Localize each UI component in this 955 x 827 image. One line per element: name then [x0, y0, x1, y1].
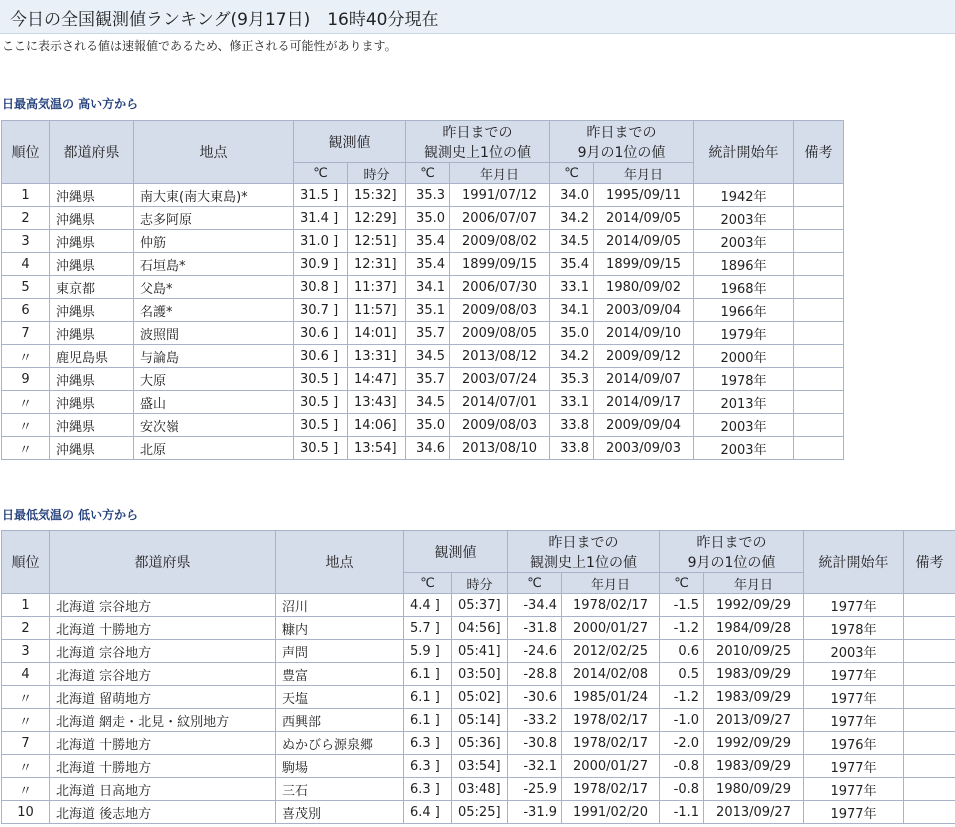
pref-cell: 沖縄県: [50, 253, 134, 276]
obs-time-cell: 03:50]: [452, 663, 508, 686]
col-sept-date-header: 年月日: [594, 163, 694, 184]
remarks-cell: [904, 778, 955, 801]
sept-date-cell: 1984/09/28: [704, 617, 804, 640]
table-row: [2, 414, 844, 437]
col-sept-date-header: 年月日: [704, 573, 804, 594]
table-row: [2, 437, 844, 460]
remarks-cell: [794, 207, 844, 230]
start-year-cell: 2003年: [694, 437, 794, 460]
pref-cell: 沖縄県: [50, 184, 134, 207]
table-row: [2, 184, 844, 207]
start-year-cell: 1896年: [694, 253, 794, 276]
table-row: [2, 207, 844, 230]
obs-value-cell: 6.3 ]: [404, 778, 452, 801]
record-value-cell: 35.1: [406, 299, 450, 322]
col-place-header: 地点: [134, 121, 294, 184]
record-value-cell: -25.9: [508, 778, 562, 801]
start-year-cell: 2003年: [694, 230, 794, 253]
rank-cell: 7: [2, 732, 50, 755]
sept-date-cell: 2009/09/04: [594, 414, 694, 437]
obs-time-cell: 05:14]: [452, 709, 508, 732]
low-section-heading: 日最低気温の 低い方から: [2, 508, 139, 522]
obs-value-cell: 31.5 ]: [294, 184, 348, 207]
high-temp-table: [1, 120, 844, 460]
record-value-cell: 35.4: [406, 253, 450, 276]
obs-time-cell: 05:36]: [452, 732, 508, 755]
record-date-cell: 1978/02/17: [562, 778, 660, 801]
obs-time-cell: 12:29]: [348, 207, 406, 230]
record-value-cell: 34.5: [406, 345, 450, 368]
record-date-cell: 2013/08/12: [450, 345, 550, 368]
obs-value-cell: 30.6 ]: [294, 345, 348, 368]
sept-date-cell: 1983/09/29: [704, 755, 804, 778]
record-value-cell: -34.4: [508, 594, 562, 617]
obs-time-cell: 13:31]: [348, 345, 406, 368]
page-title: 今日の全国観測値ランキング(9月17日) 16時40分現在: [10, 10, 439, 30]
pref-cell: 沖縄県: [50, 414, 134, 437]
record-date-cell: 1978/02/17: [562, 709, 660, 732]
place-cell: 糠内: [276, 617, 404, 640]
rank-cell: 〃: [2, 391, 50, 414]
record-value-cell: 35.3: [406, 184, 450, 207]
record-date-cell: 2006/07/30: [450, 276, 550, 299]
record-value-cell: 35.0: [406, 207, 450, 230]
place-cell: 駒場: [276, 755, 404, 778]
col-record-date-header: 年月日: [450, 163, 550, 184]
record-value-cell: -30.6: [508, 686, 562, 709]
remarks-cell: [904, 755, 955, 778]
remarks-cell: [904, 617, 955, 640]
sept-value-cell: 33.8: [550, 437, 594, 460]
pref-cell: 沖縄県: [50, 230, 134, 253]
remarks-cell: [904, 594, 955, 617]
sept-date-cell: 1992/09/29: [704, 732, 804, 755]
obs-time-cell: 12:51]: [348, 230, 406, 253]
obs-time-cell: 14:47]: [348, 368, 406, 391]
col-pref-header: 都道府県: [50, 531, 276, 594]
sept-date-cell: 1983/09/29: [704, 686, 804, 709]
col-rank-header: 順位: [2, 531, 50, 594]
table-row: [2, 663, 955, 686]
record-value-cell: 35.7: [406, 368, 450, 391]
place-cell: 西興部: [276, 709, 404, 732]
sept-date-cell: 2014/09/05: [594, 230, 694, 253]
start-year-cell: 1977年: [804, 801, 904, 824]
place-cell: 沼川: [276, 594, 404, 617]
obs-value-cell: 5.7 ]: [404, 617, 452, 640]
record-date-cell: 2013/08/10: [450, 437, 550, 460]
place-cell: 盛山: [134, 391, 294, 414]
pref-cell: 沖縄県: [50, 322, 134, 345]
start-year-cell: 1977年: [804, 594, 904, 617]
sept-value-cell: -1.2: [660, 686, 704, 709]
rank-cell: 10: [2, 801, 50, 824]
obs-value-cell: 30.5 ]: [294, 414, 348, 437]
record-value-cell: 35.7: [406, 322, 450, 345]
obs-time-cell: 11:57]: [348, 299, 406, 322]
obs-time-cell: 03:54]: [452, 755, 508, 778]
table-row: [2, 778, 955, 801]
pref-cell: 沖縄県: [50, 391, 134, 414]
place-cell: 石垣島*: [134, 253, 294, 276]
sept-value-cell: 35.3: [550, 368, 594, 391]
start-year-cell: 1977年: [804, 755, 904, 778]
obs-time-cell: 14:01]: [348, 322, 406, 345]
table-row: [2, 594, 955, 617]
record-value-cell: 34.5: [406, 391, 450, 414]
rank-cell: 9: [2, 368, 50, 391]
record-date-cell: 2009/08/05: [450, 322, 550, 345]
sept-date-cell: 2013/09/27: [704, 801, 804, 824]
sept-date-cell: 2014/09/05: [594, 207, 694, 230]
rank-cell: 〃: [2, 778, 50, 801]
table-row: [2, 617, 955, 640]
start-year-cell: 1968年: [694, 276, 794, 299]
record-date-cell: 2014/07/01: [450, 391, 550, 414]
record-date-cell: 2000/01/27: [562, 617, 660, 640]
start-year-cell: 1978年: [804, 617, 904, 640]
remarks-cell: [794, 322, 844, 345]
start-year-cell: 2013年: [694, 391, 794, 414]
sept-value-cell: 33.1: [550, 276, 594, 299]
sept-date-cell: 1980/09/02: [594, 276, 694, 299]
sept-value-cell: 34.2: [550, 207, 594, 230]
rank-cell: 3: [2, 230, 50, 253]
remarks-cell: [794, 368, 844, 391]
sept-value-cell: -1.5: [660, 594, 704, 617]
record-date-cell: 1899/09/15: [450, 253, 550, 276]
record-date-cell: 2003/07/24: [450, 368, 550, 391]
remarks-cell: [904, 709, 955, 732]
col-record-deg-header: ℃: [508, 573, 562, 594]
sept-date-cell: 1980/09/29: [704, 778, 804, 801]
rank-cell: 3: [2, 640, 50, 663]
high-section-heading: 日最高気温の 高い方から: [2, 97, 139, 111]
pref-cell: 北海道 十勝地方: [50, 617, 276, 640]
record-value-cell: 34.6: [406, 437, 450, 460]
obs-time-cell: 11:37]: [348, 276, 406, 299]
record-value-cell: 35.4: [406, 230, 450, 253]
table-row: [2, 230, 844, 253]
record-date-cell: 1991/02/20: [562, 801, 660, 824]
rank-cell: 2: [2, 617, 50, 640]
obs-time-cell: 13:54]: [348, 437, 406, 460]
table-row: [2, 732, 955, 755]
record-date-cell: 2009/08/02: [450, 230, 550, 253]
obs-value-cell: 31.0 ]: [294, 230, 348, 253]
col-start-header: 統計開始年: [694, 121, 794, 184]
sept-date-cell: 2009/09/12: [594, 345, 694, 368]
col-obs-time-header: 時分: [452, 573, 508, 594]
obs-time-cell: 13:43]: [348, 391, 406, 414]
start-year-cell: 1977年: [804, 709, 904, 732]
title-bar: [0, 0, 955, 34]
place-cell: 喜茂別: [276, 801, 404, 824]
place-cell: ぬかびら源泉郷: [276, 732, 404, 755]
sept-value-cell: 34.1: [550, 299, 594, 322]
col-sept-header: 昨日までの 9月の1位の値: [660, 531, 804, 573]
record-date-cell: 2000/01/27: [562, 755, 660, 778]
record-date-cell: 1991/07/12: [450, 184, 550, 207]
pref-cell: 沖縄県: [50, 299, 134, 322]
obs-value-cell: 6.4 ]: [404, 801, 452, 824]
obs-value-cell: 4.4 ]: [404, 594, 452, 617]
remarks-cell: [904, 640, 955, 663]
obs-value-cell: 6.3 ]: [404, 732, 452, 755]
place-cell: 大原: [134, 368, 294, 391]
table-row: [2, 755, 955, 778]
pref-cell: 北海道 網走・北見・紋別地方: [50, 709, 276, 732]
obs-value-cell: 6.1 ]: [404, 663, 452, 686]
col-start-header: 統計開始年: [804, 531, 904, 594]
obs-time-cell: 14:06]: [348, 414, 406, 437]
col-sept-deg-header: ℃: [660, 573, 704, 594]
pref-cell: 北海道 宗谷地方: [50, 594, 276, 617]
sept-date-cell: 2003/09/04: [594, 299, 694, 322]
start-year-cell: 1976年: [804, 732, 904, 755]
sept-date-cell: 2014/09/10: [594, 322, 694, 345]
record-value-cell: -30.8: [508, 732, 562, 755]
place-cell: 三石: [276, 778, 404, 801]
col-record-header: 昨日までの 観測史上1位の値: [406, 121, 550, 163]
pref-cell: 北海道 日高地方: [50, 778, 276, 801]
col-remarks-header: 備考: [794, 121, 844, 184]
obs-time-cell: 05:02]: [452, 686, 508, 709]
remarks-cell: [794, 345, 844, 368]
sept-value-cell: -1.0: [660, 709, 704, 732]
sept-date-cell: 2003/09/03: [594, 437, 694, 460]
rank-cell: 6: [2, 299, 50, 322]
start-year-cell: 1966年: [694, 299, 794, 322]
rank-cell: 〃: [2, 414, 50, 437]
col-sept-header: 昨日までの 9月の1位の値: [550, 121, 694, 163]
obs-value-cell: 6.1 ]: [404, 686, 452, 709]
rank-cell: 〃: [2, 345, 50, 368]
remarks-cell: [794, 276, 844, 299]
pref-cell: 北海道 宗谷地方: [50, 663, 276, 686]
table-row: [2, 299, 844, 322]
table-row: [2, 709, 955, 732]
sept-value-cell: 35.0: [550, 322, 594, 345]
remarks-cell: [904, 663, 955, 686]
record-value-cell: 34.1: [406, 276, 450, 299]
place-cell: 声問: [276, 640, 404, 663]
record-value-cell: 35.0: [406, 414, 450, 437]
place-cell: 豊富: [276, 663, 404, 686]
pref-cell: 東京都: [50, 276, 134, 299]
sept-value-cell: 35.4: [550, 253, 594, 276]
obs-time-cell: 04:56]: [452, 617, 508, 640]
record-value-cell: -24.6: [508, 640, 562, 663]
start-year-cell: 2003年: [694, 414, 794, 437]
start-year-cell: 1977年: [804, 663, 904, 686]
remarks-cell: [794, 414, 844, 437]
place-cell: 天塩: [276, 686, 404, 709]
col-record-header: 昨日までの 観測史上1位の値: [508, 531, 660, 573]
remarks-cell: [794, 253, 844, 276]
obs-value-cell: 30.6 ]: [294, 322, 348, 345]
record-value-cell: -33.2: [508, 709, 562, 732]
remarks-cell: [904, 686, 955, 709]
obs-value-cell: 30.8 ]: [294, 276, 348, 299]
col-pref-header: 都道府県: [50, 121, 134, 184]
record-value-cell: -32.1: [508, 755, 562, 778]
col-record-date-header: 年月日: [562, 573, 660, 594]
table-row: [2, 345, 844, 368]
record-date-cell: 2009/08/03: [450, 414, 550, 437]
pref-cell: 鹿児島県: [50, 345, 134, 368]
sept-date-cell: 1983/09/29: [704, 663, 804, 686]
table-row: [2, 253, 844, 276]
rank-cell: 〃: [2, 437, 50, 460]
sept-date-cell: 1992/09/29: [704, 594, 804, 617]
record-date-cell: 2012/02/25: [562, 640, 660, 663]
rank-cell: 〃: [2, 755, 50, 778]
record-date-cell: 1985/01/24: [562, 686, 660, 709]
start-year-cell: 1979年: [694, 322, 794, 345]
sept-value-cell: -0.8: [660, 755, 704, 778]
place-cell: 名護*: [134, 299, 294, 322]
record-date-cell: 2006/07/07: [450, 207, 550, 230]
col-obs-header: 観測値: [404, 531, 508, 573]
obs-time-cell: 12:31]: [348, 253, 406, 276]
obs-time-cell: 05:37]: [452, 594, 508, 617]
provisional-note: ここに表示される値は速報値であるため、修正される可能性があります。: [2, 39, 397, 53]
table-row: [2, 801, 955, 824]
record-date-cell: 1978/02/17: [562, 594, 660, 617]
sept-value-cell: 34.5: [550, 230, 594, 253]
sept-value-cell: 34.0: [550, 184, 594, 207]
pref-cell: 北海道 十勝地方: [50, 732, 276, 755]
start-year-cell: 1977年: [804, 686, 904, 709]
place-cell: 与論島: [134, 345, 294, 368]
col-record-deg-header: ℃: [406, 163, 450, 184]
obs-value-cell: 30.5 ]: [294, 391, 348, 414]
place-cell: 仲筋: [134, 230, 294, 253]
rank-cell: 〃: [2, 709, 50, 732]
record-date-cell: 1978/02/17: [562, 732, 660, 755]
place-cell: 南大東(南大東島)*: [134, 184, 294, 207]
start-year-cell: 2003年: [694, 207, 794, 230]
low-temp-table: [1, 530, 955, 824]
pref-cell: 沖縄県: [50, 437, 134, 460]
obs-value-cell: 6.1 ]: [404, 709, 452, 732]
place-cell: 父島*: [134, 276, 294, 299]
remarks-cell: [794, 437, 844, 460]
pref-cell: 北海道 後志地方: [50, 801, 276, 824]
sept-value-cell: -1.2: [660, 617, 704, 640]
obs-value-cell: 31.4 ]: [294, 207, 348, 230]
col-obs-header: 観測値: [294, 121, 406, 163]
obs-value-cell: 30.7 ]: [294, 299, 348, 322]
pref-cell: 北海道 留萌地方: [50, 686, 276, 709]
table-row: [2, 276, 844, 299]
rank-cell: 7: [2, 322, 50, 345]
remarks-cell: [794, 184, 844, 207]
sept-date-cell: 2010/09/25: [704, 640, 804, 663]
record-date-cell: 2014/02/08: [562, 663, 660, 686]
col-remarks-header: 備考: [904, 531, 955, 594]
sept-value-cell: -1.1: [660, 801, 704, 824]
start-year-cell: 2003年: [804, 640, 904, 663]
table-row: [2, 368, 844, 391]
remarks-cell: [794, 230, 844, 253]
remarks-cell: [794, 299, 844, 322]
record-date-cell: 2009/08/03: [450, 299, 550, 322]
sept-date-cell: 2014/09/17: [594, 391, 694, 414]
obs-value-cell: 30.9 ]: [294, 253, 348, 276]
obs-time-cell: 15:32]: [348, 184, 406, 207]
table-row: [2, 640, 955, 663]
pref-cell: 沖縄県: [50, 207, 134, 230]
rank-cell: 4: [2, 253, 50, 276]
col-obs-deg-header: ℃: [404, 573, 452, 594]
place-cell: 志多阿原: [134, 207, 294, 230]
obs-value-cell: 5.9 ]: [404, 640, 452, 663]
obs-value-cell: 30.5 ]: [294, 368, 348, 391]
pref-cell: 北海道 十勝地方: [50, 755, 276, 778]
rank-cell: 2: [2, 207, 50, 230]
col-place-header: 地点: [276, 531, 404, 594]
sept-value-cell: 34.2: [550, 345, 594, 368]
record-value-cell: -28.8: [508, 663, 562, 686]
rank-cell: 4: [2, 663, 50, 686]
place-cell: 波照間: [134, 322, 294, 345]
start-year-cell: 1942年: [694, 184, 794, 207]
remarks-cell: [904, 801, 955, 824]
remarks-cell: [794, 391, 844, 414]
place-cell: 安次嶺: [134, 414, 294, 437]
rank-cell: 1: [2, 594, 50, 617]
obs-time-cell: 03:48]: [452, 778, 508, 801]
start-year-cell: 2000年: [694, 345, 794, 368]
col-obs-deg-header: ℃: [294, 163, 348, 184]
obs-time-cell: 05:25]: [452, 801, 508, 824]
obs-value-cell: 30.5 ]: [294, 437, 348, 460]
table-row: [2, 686, 955, 709]
start-year-cell: 1977年: [804, 778, 904, 801]
sept-date-cell: 1995/09/11: [594, 184, 694, 207]
sept-value-cell: 33.8: [550, 414, 594, 437]
rank-cell: 〃: [2, 686, 50, 709]
rank-cell: 1: [2, 184, 50, 207]
rank-cell: 5: [2, 276, 50, 299]
pref-cell: 北海道 宗谷地方: [50, 640, 276, 663]
obs-time-cell: 05:41]: [452, 640, 508, 663]
record-value-cell: -31.8: [508, 617, 562, 640]
table-row: [2, 322, 844, 345]
sept-value-cell: -0.8: [660, 778, 704, 801]
sept-value-cell: 0.6: [660, 640, 704, 663]
place-cell: 北原: [134, 437, 294, 460]
record-value-cell: -31.9: [508, 801, 562, 824]
sept-value-cell: -2.0: [660, 732, 704, 755]
col-obs-time-header: 時分: [348, 163, 406, 184]
col-sept-deg-header: ℃: [550, 163, 594, 184]
remarks-cell: [904, 732, 955, 755]
sept-date-cell: 2013/09/27: [704, 709, 804, 732]
col-rank-header: 順位: [2, 121, 50, 184]
sept-value-cell: 33.1: [550, 391, 594, 414]
obs-value-cell: 6.3 ]: [404, 755, 452, 778]
sept-value-cell: 0.5: [660, 663, 704, 686]
sept-date-cell: 2014/09/07: [594, 368, 694, 391]
sept-date-cell: 1899/09/15: [594, 253, 694, 276]
pref-cell: 沖縄県: [50, 368, 134, 391]
table-row: [2, 391, 844, 414]
start-year-cell: 1978年: [694, 368, 794, 391]
